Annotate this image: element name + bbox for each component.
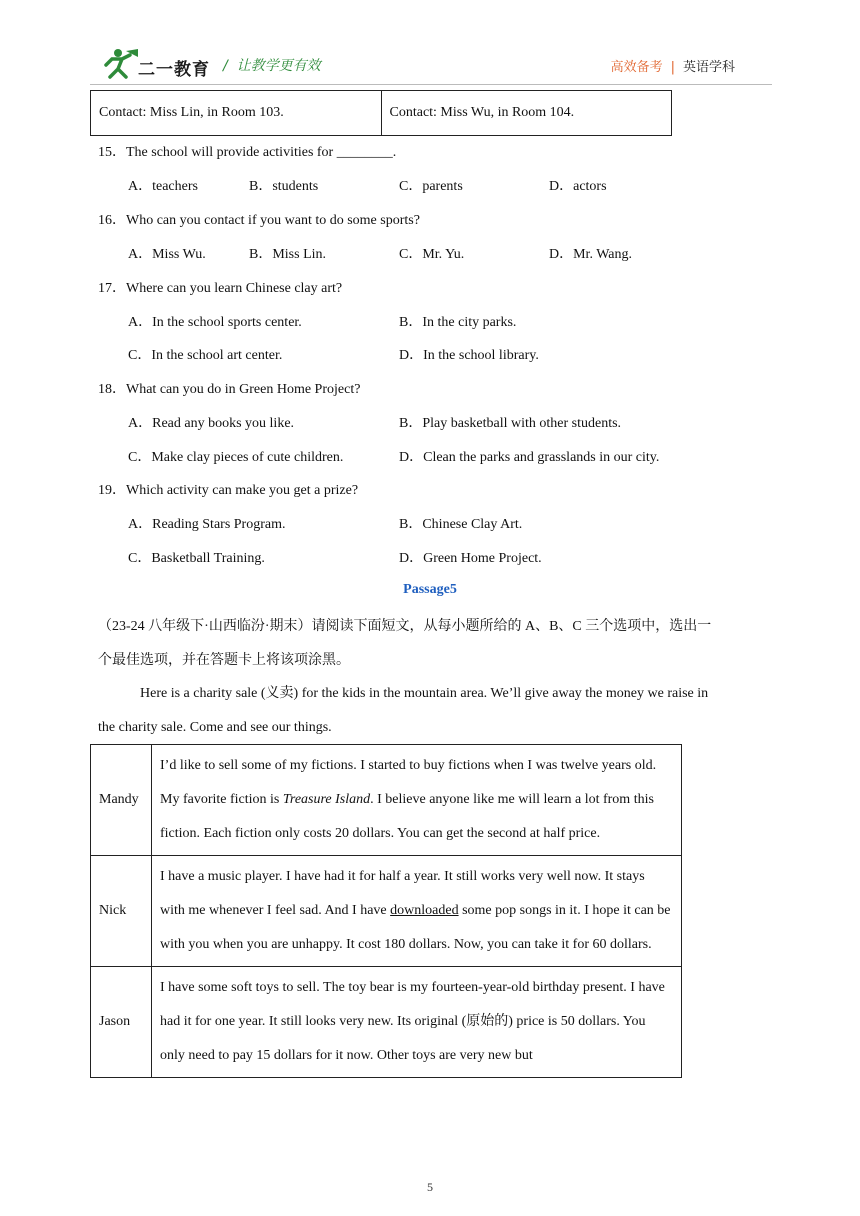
q17-option-a: A．In the school sports center.	[128, 315, 302, 330]
table-row	[91, 967, 682, 1078]
q16-option-d: D．Mr. Wang.	[549, 247, 633, 262]
header-subject-label: 英语学科	[682, 60, 735, 75]
contact-cell-right: Contact: Miss Wu, in Room 104.	[381, 91, 672, 136]
seller-name: Jason	[91, 967, 152, 1078]
seller-name: Mandy	[91, 745, 152, 856]
q17-option-d: D．In the school library.	[399, 348, 539, 363]
passage-intro-line-1: Here is a charity sale (义卖) for the kids in the mountain area. We’ll give away the money we raise in	[140, 686, 709, 701]
passage-intro-line-2: the charity sale. Come and see our things.	[98, 720, 332, 735]
description-text: I have a music player. I have had it for half a year. It still works very well now. It stays with me whenever I feel sad. And I have	[160, 869, 645, 918]
question-17-stem: 17．Where can you learn Chinese clay art?	[98, 281, 343, 296]
q15-option-c: C．parents	[399, 179, 463, 194]
book-title: Treasure Island	[282, 792, 371, 807]
header-slogan: / 让教学更有效	[223, 58, 321, 74]
q15-option-a: A．teachers	[128, 179, 198, 194]
passage-instruction-line-1: （23-24 八年级下·山西临汾·期末）请阅读下面短文，从每小题所给的 A、B、C 三个选项中，选出一	[98, 619, 712, 634]
q19-option-c: C．Basketball Training.	[128, 551, 265, 566]
charity-sale-table	[90, 744, 682, 1078]
underlined-word: downloaded	[390, 903, 459, 918]
passage-title: Passage5	[403, 582, 457, 597]
description-text: . I believe anyone like me will learn a lot from this fiction. Each fiction only costs 20 dollars. You can get the second at half price.	[160, 792, 654, 841]
description-text: I have some soft toys to sell. The toy bear is my fourteen-year-old birthday present. I have had it for one year. It still looks very new. Its original (原始的) price is 50 dollars. You only need to pay 15 dollars for it now. Other toys are very new but	[160, 980, 665, 1063]
header-separator: |	[670, 60, 675, 75]
q18-option-b: B．Play basketball with other students.	[399, 416, 622, 431]
q17-option-b: B．In the city parks.	[399, 315, 517, 330]
q18-option-c: C．Make clay pieces of cute children.	[128, 450, 344, 465]
question-15-stem: 15．The school will provide activities for ________.	[98, 145, 397, 160]
header-divider	[90, 84, 772, 85]
q18-option-d: D．Clean the parks and grasslands in our city.	[399, 450, 660, 465]
page-number: 5	[427, 1180, 433, 1194]
q17-option-c: C．In the school art center.	[128, 348, 283, 363]
header-tag: 高效备考	[610, 60, 663, 75]
description-text: some pop songs in it. I hope it can be with you when you are unhappy. It cost 180 dollars. Now, you can take it for 60 dollars.	[160, 903, 671, 952]
question-19-stem: 19．Which activity can make you get a prize?	[98, 483, 359, 498]
q16-option-a: A．Miss Wu.	[128, 247, 206, 262]
contact-cell-left: Contact: Miss Lin, in Room 103.	[91, 91, 382, 136]
passage-instruction-line-2: 个最佳选项，并在答题卡上将该项涂黑。	[98, 653, 350, 668]
q16-option-c: C．Mr. Yu.	[399, 247, 465, 262]
page-header	[0, 0, 860, 86]
question-16-stem: 16．Who can you contact if you want to do some sports?	[98, 213, 420, 228]
seller-description	[152, 856, 682, 967]
description-text: I’d like to sell some of my fictions. I started to buy fictions when I was twelve years old. My favorite fiction is	[160, 758, 657, 807]
slogan-text: 让教学更有效	[236, 58, 321, 74]
q18-option-a: A．Read any books you like.	[128, 416, 295, 431]
logo-text: 二一教育	[138, 60, 210, 80]
q19-option-b: B．Chinese Clay Art.	[399, 517, 523, 532]
header-subject	[611, 56, 735, 75]
q19-option-a: A．Reading Stars Program.	[128, 517, 286, 532]
contact-table	[90, 90, 672, 136]
seller-description	[152, 967, 682, 1078]
q15-option-b: B．students	[249, 179, 319, 194]
q16-option-b: B．Miss Lin.	[249, 247, 327, 262]
seller-description	[152, 745, 682, 856]
table-row	[91, 856, 682, 967]
question-18-stem: 18．What can you do in Green Home Project?	[98, 382, 361, 397]
q19-option-d: D．Green Home Project.	[399, 551, 542, 566]
seller-name: Nick	[91, 856, 152, 967]
table-row	[91, 745, 682, 856]
q15-option-d: D．actors	[549, 179, 607, 194]
